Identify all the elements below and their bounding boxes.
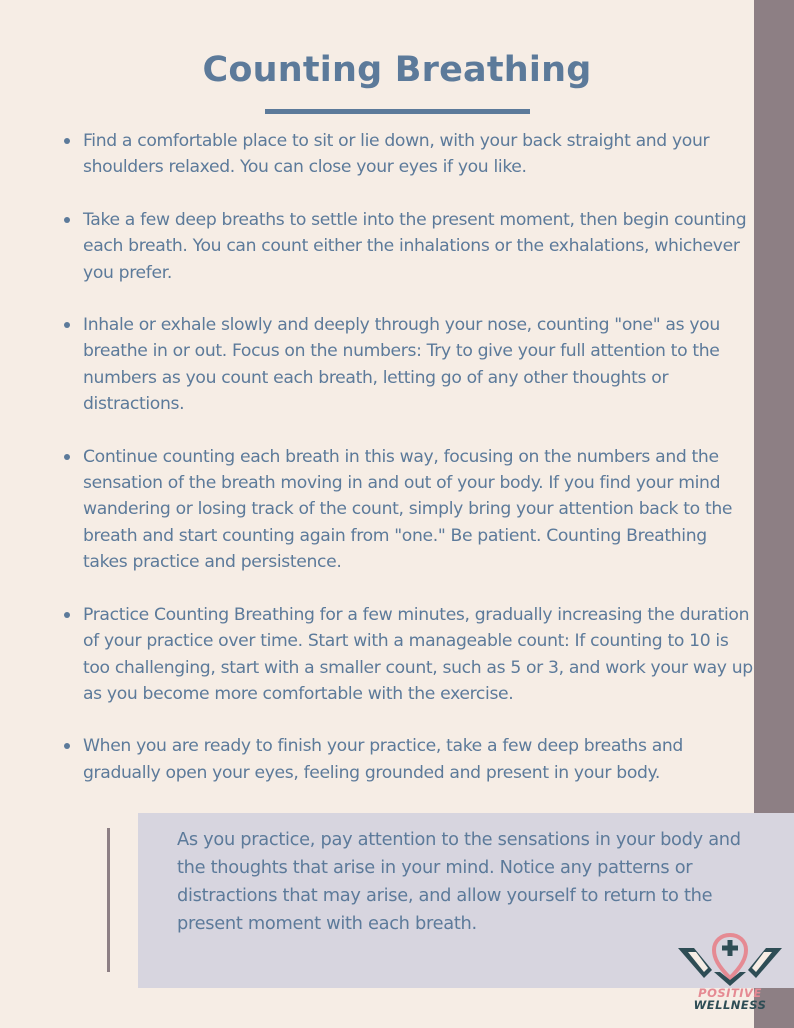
step-text: Take a few deep breaths to settle into the present moment, then begin counting each breath. You can count either the inhalations or the exhalations, whichever you prefer. bbox=[83, 209, 747, 283]
step-text: Practice Counting Breathing for a few minutes, gradually increasing the duration of your practice over time. Start with a manageable count: If counting to 10 is too challenging, start with a smaller count, such as 5 or 3, and work your way up as you become more comfortable with the exercise. bbox=[83, 604, 753, 704]
step-text: Inhale or exhale slowly and deeply through your nose, counting "one" as you breathe in or out. Focus on the numbers: Try to give your full attention to the numbers as you count each breath, letting go of any other thoughts or distractions. bbox=[83, 315, 720, 415]
step-text: Continue counting each breath in this way, focusing on the numbers and the sensation of the breath moving in and out of your body. If you find your mind wandering or losing track of the count, simply bring your attention back to the breath and start counting again from "one." Be patient. Counting Breathing takes practice and persistence. bbox=[83, 446, 733, 573]
page-title: Counting Breathing bbox=[202, 50, 592, 90]
bullet-icon bbox=[64, 322, 70, 328]
step-4 bbox=[63, 444, 753, 576]
step-1 bbox=[63, 128, 753, 181]
note-text: As you practice, pay attention to the sensations in your body and the thoughts that arise in your mind. Notice any patterns or distractions that may arise, and allow yourself to return to the present moment with each breath. bbox=[177, 829, 741, 934]
step-5 bbox=[63, 602, 753, 708]
bullet-icon bbox=[64, 454, 70, 460]
logo-text-line1: POSITIVE bbox=[698, 986, 762, 1000]
step-3 bbox=[63, 312, 753, 418]
step-6 bbox=[63, 733, 753, 786]
bullet-icon bbox=[64, 612, 70, 618]
step-text: When you are ready to finish your practice, take a few deep breaths and gradually open your eyes, feeling grounded and present in your body. bbox=[83, 736, 683, 783]
bullet-icon bbox=[64, 743, 70, 749]
step-2 bbox=[63, 207, 753, 286]
title-underline bbox=[265, 109, 530, 114]
logo-text-line2: WELLNESS bbox=[693, 998, 767, 1012]
heart-plus-wings-icon bbox=[674, 926, 786, 988]
positive-wellness-logo bbox=[674, 926, 786, 1016]
step-text: Find a comfortable place to sit or lie down, with your back straight and your shoulders relaxed. You can close your eyes if you like. bbox=[83, 131, 710, 178]
bullet-icon bbox=[64, 138, 70, 144]
bullet-icon bbox=[64, 217, 70, 223]
note-accent-line bbox=[107, 828, 110, 972]
steps-list bbox=[63, 128, 753, 786]
